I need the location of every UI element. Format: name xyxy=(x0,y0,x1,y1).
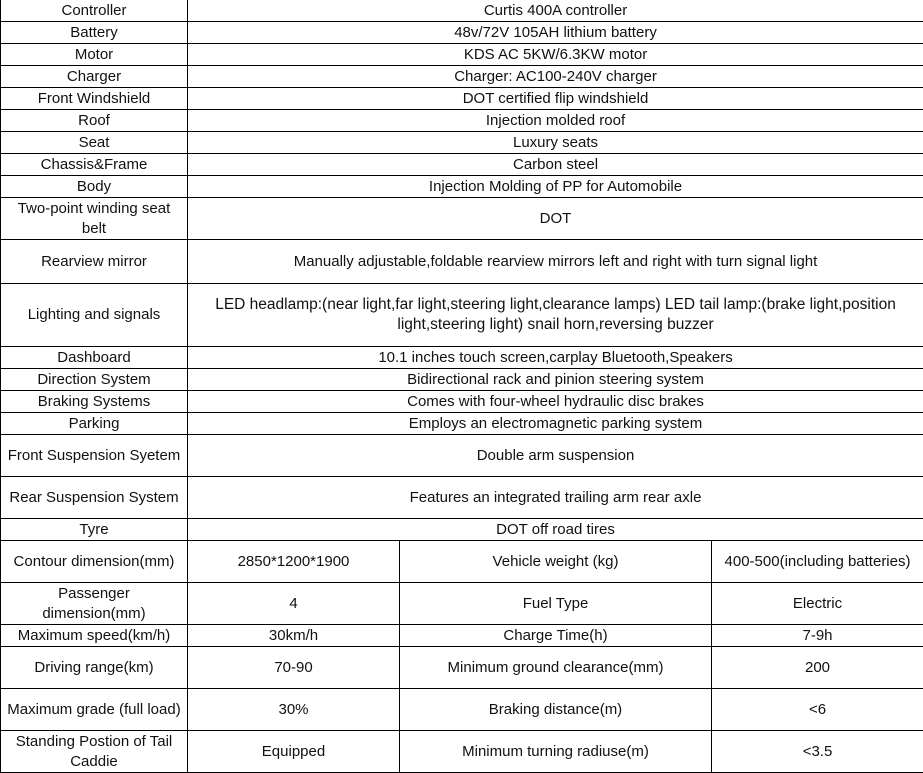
dim-label: Maximum grade (full load) xyxy=(1,689,188,731)
spec-value: KDS AC 5KW/6.3KW motor xyxy=(188,44,923,66)
spec-value: 10.1 inches touch screen,carplay Bluetooth,Speakers xyxy=(188,347,923,369)
table-row xyxy=(1,391,923,413)
spec-label: Battery xyxy=(1,22,188,44)
dim-value: 400-500(including batteries) xyxy=(712,541,923,583)
table-row xyxy=(1,413,923,435)
dim-label: Minimum turning radiuse(m) xyxy=(400,731,712,773)
dim-value: 4 xyxy=(188,583,400,625)
table-row xyxy=(1,369,923,391)
spec-label: Motor xyxy=(1,44,188,66)
dim-label: Braking distance(m) xyxy=(400,689,712,731)
dim-value: 30% xyxy=(188,689,400,731)
table-row xyxy=(1,647,923,689)
spec-label: Dashboard xyxy=(1,347,188,369)
table-row xyxy=(1,519,923,541)
table-row xyxy=(1,66,923,88)
table-row xyxy=(1,22,923,44)
table-row xyxy=(1,0,923,22)
spec-label: Front Suspension Syetem xyxy=(1,435,188,477)
dim-value: 70-90 xyxy=(188,647,400,689)
spec-value: Manually adjustable,foldable rearview mirrors left and right with turn signal light xyxy=(188,240,923,284)
table-row xyxy=(1,284,923,347)
table-row xyxy=(1,110,923,132)
spec-value: Employs an electromagnetic parking system xyxy=(188,413,923,435)
spec-value: Comes with four-wheel hydraulic disc brakes xyxy=(188,391,923,413)
dim-label: Contour dimension(mm) xyxy=(1,541,188,583)
spec-value: Injection Molding of PP for Automobile xyxy=(188,176,923,198)
table-row xyxy=(1,583,923,625)
table-row xyxy=(1,88,923,110)
dim-value: Electric xyxy=(712,583,923,625)
dim-value: 200 xyxy=(712,647,923,689)
spec-value: Carbon steel xyxy=(188,154,923,176)
spec-label: Roof xyxy=(1,110,188,132)
dim-value: Equipped xyxy=(188,731,400,773)
dim-value: <3.5 xyxy=(712,731,923,773)
dim-value: 2850*1200*1900 xyxy=(188,541,400,583)
dim-value: 7-9h xyxy=(712,625,923,647)
dim-label: Fuel Type xyxy=(400,583,712,625)
table-row xyxy=(1,477,923,519)
spec-label: Tyre xyxy=(1,519,188,541)
spec-label: Rear Suspension System xyxy=(1,477,188,519)
spec-label: Chassis&Frame xyxy=(1,154,188,176)
dim-label: Passenger dimension(mm) xyxy=(1,583,188,625)
spec-value: Double arm suspension xyxy=(188,435,923,477)
dim-label: Maximum speed(km/h) xyxy=(1,625,188,647)
table-row xyxy=(1,435,923,477)
spec-value: Charger: AC100-240V charger xyxy=(188,66,923,88)
spec-label: Parking xyxy=(1,413,188,435)
dim-label: Charge Time(h) xyxy=(400,625,712,647)
spec-value: Features an integrated trailing arm rear axle xyxy=(188,477,923,519)
dim-value: <6 xyxy=(712,689,923,731)
spec-value: LED headlamp:(near light,far light,steering light,clearance lamps) LED tail lamp:(brake light,position light,steering light) snail horn,reversing buzzer xyxy=(188,284,923,347)
table-row xyxy=(1,44,923,66)
spec-value: DOT xyxy=(188,198,923,240)
dim-label: Minimum ground clearance(mm) xyxy=(400,647,712,689)
spec-label: Body xyxy=(1,176,188,198)
table-row xyxy=(1,689,923,731)
spec-value: Curtis 400A controller xyxy=(188,0,923,22)
spec-value: Injection molded roof xyxy=(188,110,923,132)
spec-value: 48v/72V 105AH lithium battery xyxy=(188,22,923,44)
table-row xyxy=(1,154,923,176)
spec-label: Seat xyxy=(1,132,188,154)
dim-label: Driving range(km) xyxy=(1,647,188,689)
spec-label: Front Windshield xyxy=(1,88,188,110)
spec-label: Lighting and signals xyxy=(1,284,188,347)
table-row xyxy=(1,198,923,240)
table-row xyxy=(1,625,923,647)
spec-label: Rearview mirror xyxy=(1,240,188,284)
spec-label: Direction System xyxy=(1,369,188,391)
spec-label: Charger xyxy=(1,66,188,88)
table-row xyxy=(1,176,923,198)
spec-value: Luxury seats xyxy=(188,132,923,154)
table-row xyxy=(1,731,923,773)
table-row xyxy=(1,347,923,369)
dim-value: 30km/h xyxy=(188,625,400,647)
spec-value: Bidirectional rack and pinion steering system xyxy=(188,369,923,391)
spec-label: Braking Systems xyxy=(1,391,188,413)
spec-value: DOT off road tires xyxy=(188,519,923,541)
spec-label: Controller xyxy=(1,0,188,22)
dim-label: Standing Postion of Tail Caddie xyxy=(1,731,188,773)
table-row xyxy=(1,132,923,154)
dim-label: Vehicle weight (kg) xyxy=(400,541,712,583)
spec-label: Two-point winding seat belt xyxy=(1,198,188,240)
table-row xyxy=(1,240,923,284)
table-row xyxy=(1,541,923,583)
spec-value: DOT certified flip windshield xyxy=(188,88,923,110)
